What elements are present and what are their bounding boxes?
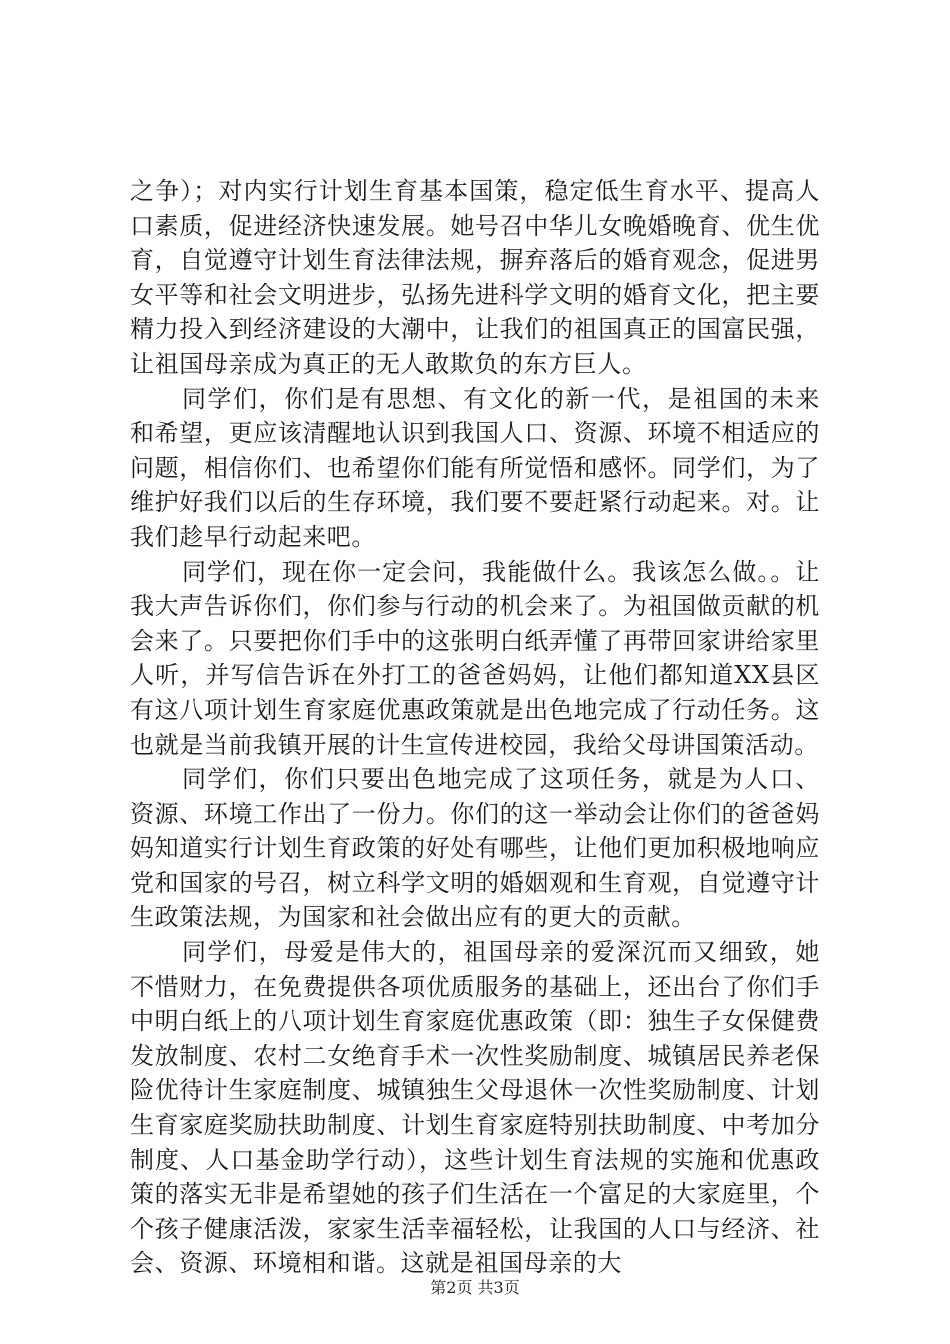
paragraph-4: 同学们，你们只要出色地完成了这项任务，就是为人口、资源、环境工作出了一份力。你们的这一举动会让你们的爸爸妈妈知道实行计划生育政策的好处有哪些，让他们更加积极地响应党和国家的号召，树立科学文明的婚姻观和生育观，自觉遵守计生政策法规，为国家和社会做出应有的更大的贡献。 <box>130 765 820 932</box>
paragraph-3: 同学们，现在你一定会问，我能做什么。我该怎么做。。让我大声告诉你们，你们参与行动的机会来了。为祖国做贡献的机会来了。只要把你们手中的这张明白纸弄懂了再带回家讲给家里人听，并写信告诉在外打工的爸爸妈妈，让他们都知道XX县区有这八项计划生育家庭优惠政策就是出色地完成了行动任务。这也就是当前我镇开展的计生宣传进校园，我给父母讲国策活动。 <box>130 557 820 759</box>
document-body <box>130 174 820 1281</box>
paragraph-5: 同学们，母爱是伟大的，祖国母亲的爱深沉而又细致，她不惜财力，在免费提供各项优质服务的基础上，还出台了你们手中明白纸上的八项计划生育家庭优惠政策（即：独生子女保健费发放制度、农村二女绝育手术一次性奖励制度、城镇居民养老保险优待计生家庭制度、城镇独生父母退休一次性奖励制度、计划生育家庭奖励扶助制度、计划生育家庭特别扶助制度、中考加分制度、人口基金助学行动），这些计划生育法规的实施和优惠政策的落实无非是希望她的孩子们生活在一个富足的大家庭里，个个孩子健康活泼，家家生活幸福轻松，让我国的人口与经济、社会、资源、环境相和谐。这就是祖国母亲的大 <box>130 938 820 1278</box>
page-number-footer: 第2页 共3页 <box>430 1278 520 1297</box>
paragraph-1: 之争）；对内实行计划生育基本国策，稳定低生育水平、提高人口素质，促进经济快速发展。她号召中华儿女晚婚晚育、优生优育，自觉遵守计划生育法律法规，摒弃落后的婚育观念，促进男女平等和社会文明进步，弘扬先进科学文明的婚育文化，把主要精力投入到经济建设的大潮中，让我们的祖国真正的国富民强，让祖国母亲成为真正的无人敢欺负的东方巨人。 <box>130 177 820 378</box>
paragraph-2: 同学们，你们是有思想、有文化的新一代，是祖国的未来和希望，更应该清醒地认识到我国人口、资源、环境不相适应的问题，相信你们、也希望你们能有所觉悟和感怀。同学们，为了维护好我们以后的生存环境，我们要不要赶紧行动起来。对。让我们趁早行动起来吧。 <box>130 384 820 551</box>
